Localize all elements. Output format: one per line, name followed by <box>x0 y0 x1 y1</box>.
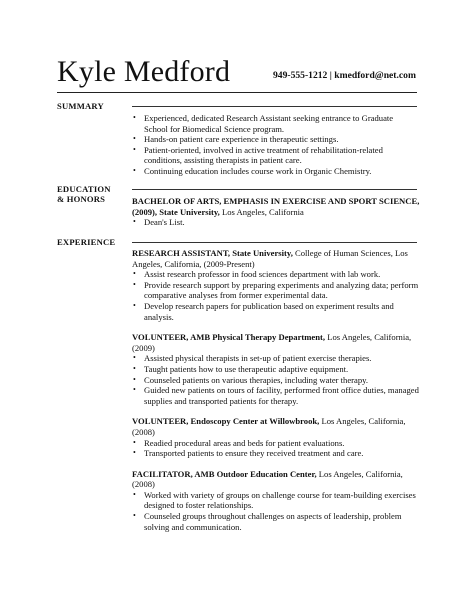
summary-section <box>132 113 418 177</box>
job-heading: VOLUNTEER, Endoscopy Center at Willowbrook, Los Angeles, California, (2008) <box>132 416 406 437</box>
bullet-icon: • <box>133 144 136 154</box>
honors-list <box>132 217 422 228</box>
bullet-icon: • <box>133 113 136 122</box>
bullet-icon: • <box>133 363 136 373</box>
bullet-icon: • <box>133 134 136 144</box>
summary-rule <box>132 106 417 107</box>
degree-line: BACHELOR OF ARTS, EMPHASIS IN EXERCISE AND SPORT SCIENCE, (2009), State University, Los Angeles, California <box>132 196 420 217</box>
bullet-icon: • <box>133 217 136 227</box>
header-rule <box>57 92 417 93</box>
experience-rule <box>132 242 417 243</box>
bullet-icon: • <box>133 511 136 521</box>
bullet-icon: • <box>133 489 136 499</box>
job-heading: FACILITATOR, AMB Outdoor Education Center, Los Angeles, California, (2008) <box>132 468 403 490</box>
list-item: • Dean's List. <box>133 217 185 228</box>
bullet-icon: • <box>133 279 136 289</box>
contact-info: 949-555-1212 | kmedford@net.com <box>273 70 416 81</box>
list-item: • Continuing education includes course work in Organic Chemistry. <box>133 165 372 176</box>
list-item: • Assist research professor in food sciences department with lab work. <box>133 269 381 280</box>
education-label: EDUCATION & HONORS <box>57 184 111 204</box>
experience-label: EXPERIENCE <box>57 237 116 247</box>
bullet-icon: • <box>133 448 136 458</box>
list-item: • Experienced, dedicated Research Assistant seeking entrance to Graduate School for Biomedical Science program. <box>133 113 394 134</box>
job-heading: VOLUNTEER, AMB Physical Therapy Department, Los Angeles, California, (2009) <box>132 332 412 353</box>
bullet-icon: • <box>133 353 136 363</box>
bullet-icon: • <box>133 165 136 175</box>
candidate-name: Kyle Medford <box>57 55 231 88</box>
list-item: • Provide research support by preparing experiments and analyzing data; perform comparative analyses from former experimental data. <box>133 279 419 301</box>
job-entry <box>132 248 422 322</box>
list-item: • Readied procedural areas and beds for patient evaluations. <box>133 437 345 448</box>
experience-section <box>132 248 422 532</box>
list-item: • Guided new patients on tours of facility, performed front office duties, managed supplies and transported patients for therapy. <box>133 385 419 406</box>
list-item: • Patient-oriented, involved in active treatment of rehabilitation-related conditions, assisting therapists in patient care. <box>133 144 383 166</box>
education-section <box>132 196 422 228</box>
summary-label: SUMMARY <box>57 101 104 111</box>
bullet-icon: • <box>133 385 136 395</box>
summary-list <box>132 113 418 177</box>
job-duties <box>132 490 422 532</box>
bullet-icon: • <box>133 269 136 279</box>
job-entry <box>132 416 422 458</box>
list-item: • Assisted physical therapists in set-up of patient exercise therapies. <box>133 353 372 364</box>
job-heading: RESEARCH ASSISTANT, State University, College of Human Sciences, Los Angeles, California, (2009-Present) <box>132 248 408 269</box>
list-item: • Counseled groups throughout challenges on aspects of leadership, problem solving and communication. <box>133 511 402 532</box>
list-item: • Develop research papers for publication based on experiment results and analysis. <box>133 300 394 322</box>
job-duties <box>132 438 422 459</box>
list-item: • Worked with variety of groups on challenge course for team-building exercises designed to foster relationships. <box>133 489 416 511</box>
job-duties <box>132 269 422 322</box>
list-item: • Transported patients to ensure they received treatment and care. <box>133 448 364 459</box>
list-item: • Taught patients how to use therapeutic adaptive equipment. <box>133 363 349 374</box>
bullet-icon: • <box>133 374 136 384</box>
job-duties <box>132 353 422 406</box>
list-item: • Counseled patients on various therapies, including water therapy. <box>133 374 369 385</box>
job-entry <box>132 469 422 533</box>
bullet-icon: • <box>133 437 136 447</box>
bullet-icon: • <box>133 300 136 310</box>
list-item: • Hands-on patient care experience in therapeutic settings. <box>133 134 339 145</box>
education-rule <box>132 189 417 190</box>
job-entry <box>132 332 422 406</box>
